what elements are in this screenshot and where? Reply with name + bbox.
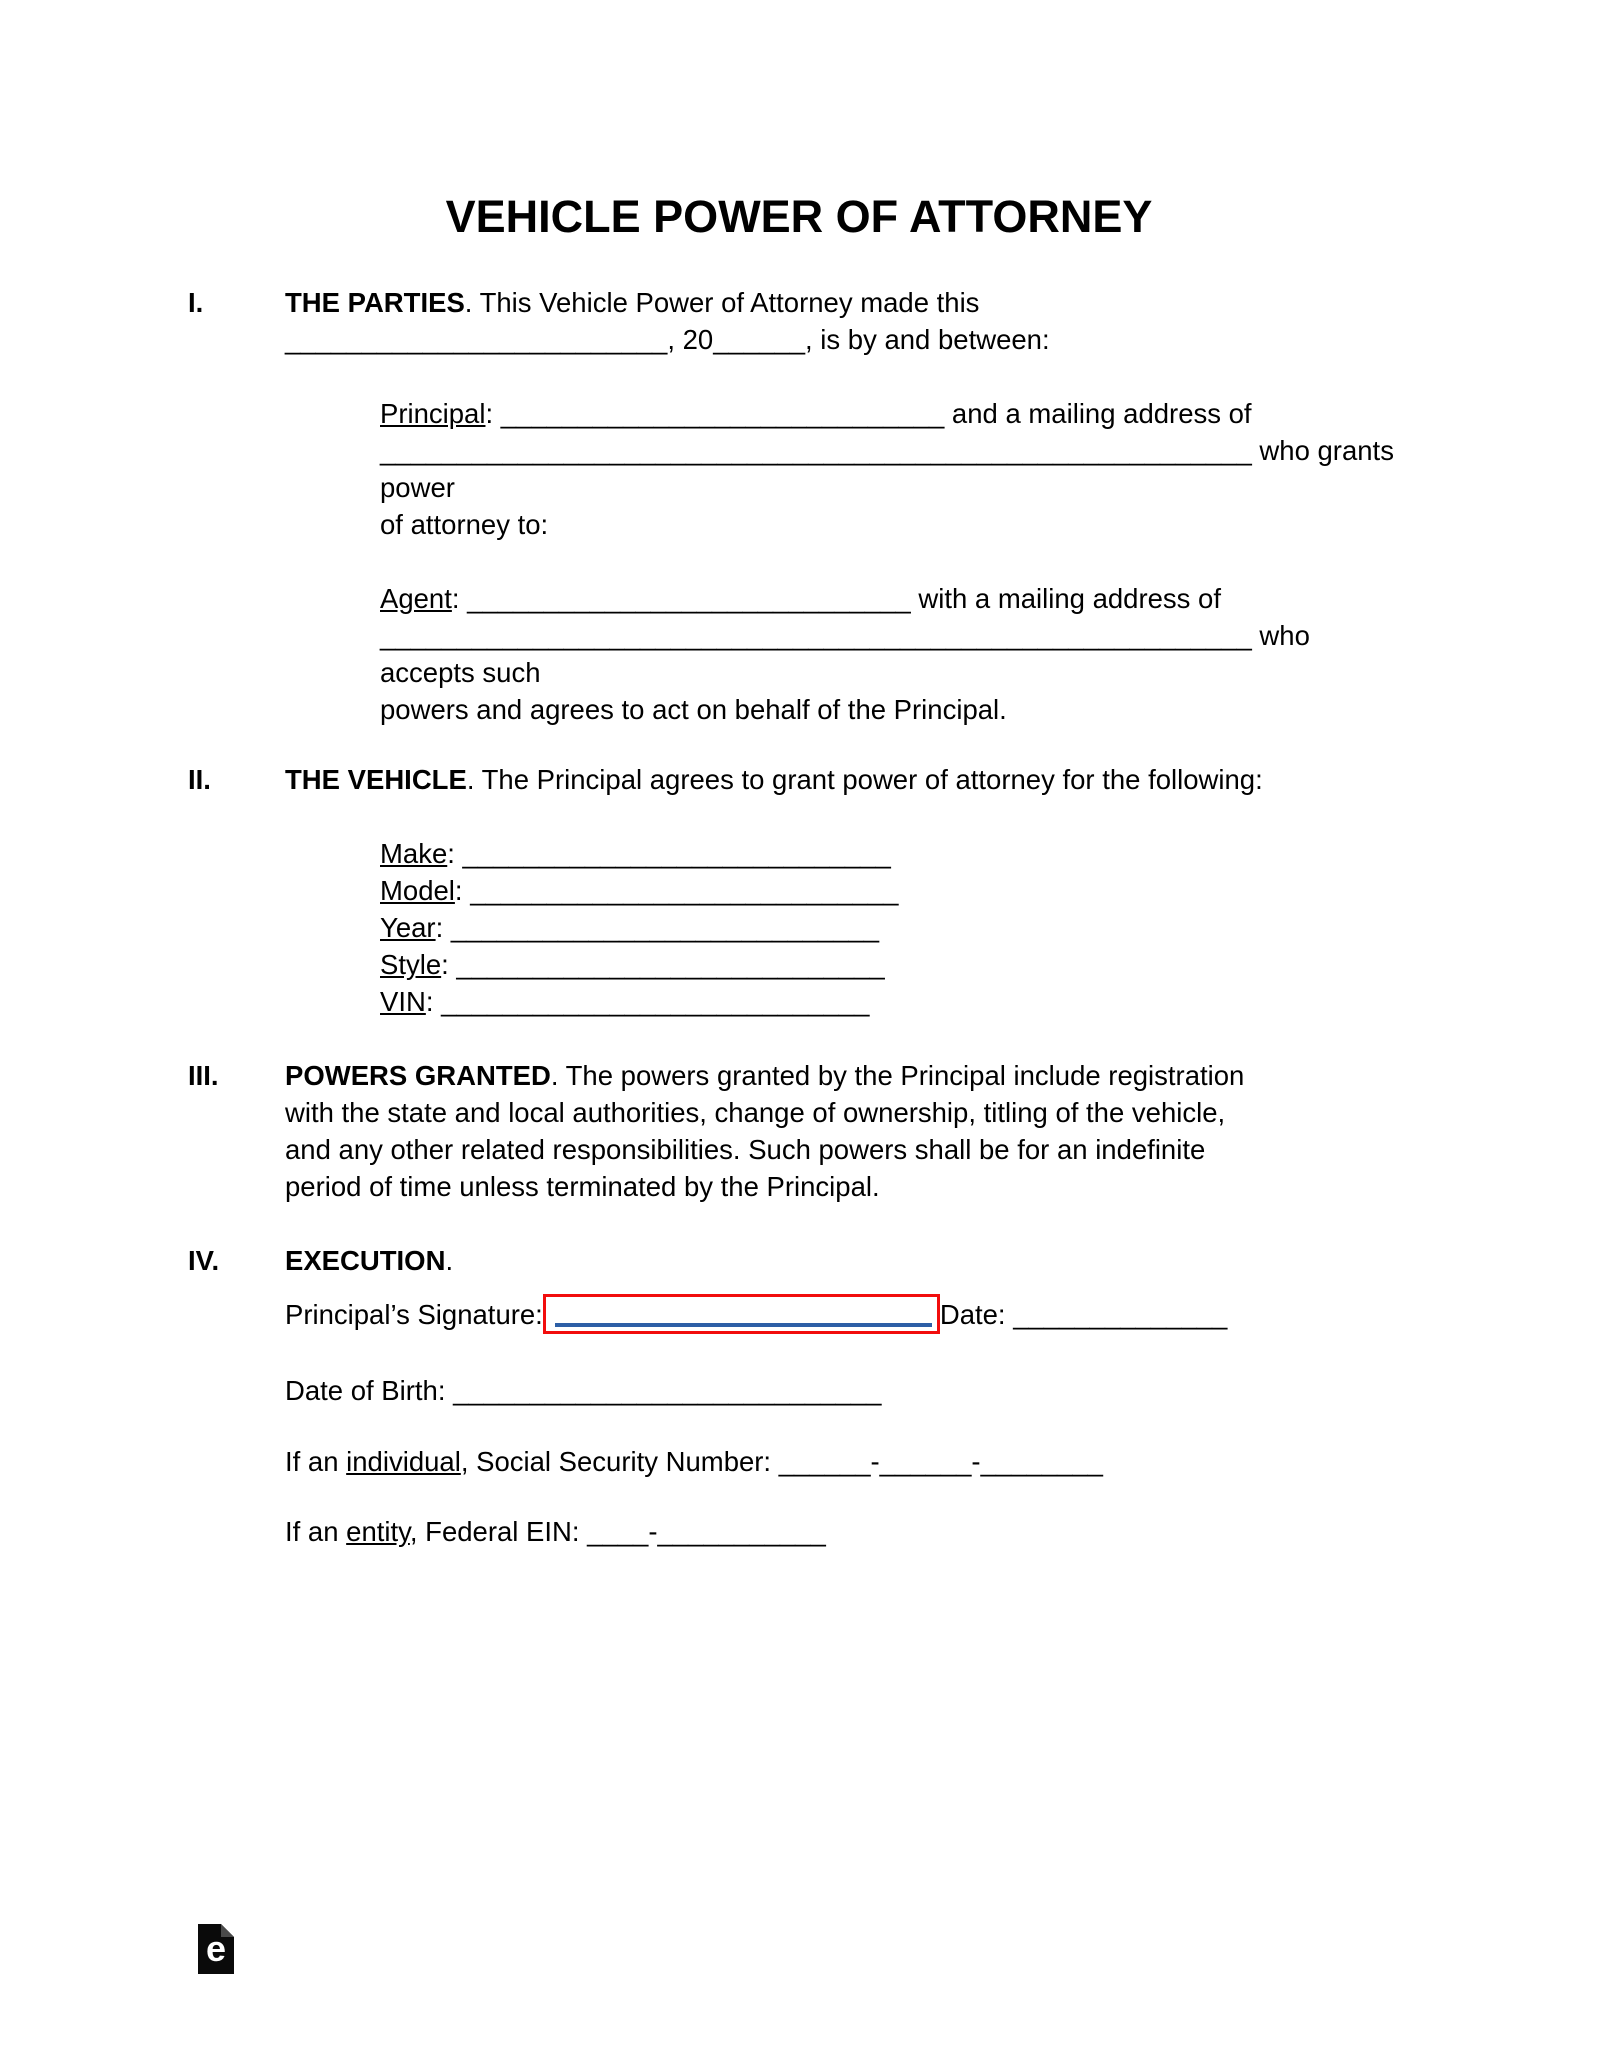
style-blank: ____________________________ (456, 949, 885, 980)
ssn-blank-1: ______ (778, 1446, 871, 1477)
parties-heading: THE PARTIES (285, 287, 465, 318)
section-numeral-2: II. (188, 764, 211, 795)
signature-underline (555, 1323, 932, 1327)
year-blank: ______ (713, 324, 805, 355)
vehicle-field-vin (380, 983, 1410, 1020)
ein-prefix: If an (285, 1516, 347, 1547)
parties-line1-text: This Vehicle Power of Attorney made this (479, 287, 980, 318)
agent-after-name: with a mailing address of (910, 583, 1221, 614)
principal-signature-field[interactable] (543, 1294, 940, 1334)
year-field-blank: ____________________________ (450, 912, 880, 943)
ein-row (285, 1513, 1410, 1550)
parties-heading-sep: . (464, 287, 480, 318)
section-the-parties (188, 284, 1410, 728)
principal-signature-label: Principal’s Signature: (285, 1298, 543, 1330)
vehicle-heading-line (285, 761, 1410, 798)
execution-heading: EXECUTION (285, 1245, 446, 1276)
agent-line3: powers and agrees to act on behalf of the Principal. (380, 694, 1007, 725)
principal-signature-row (285, 1294, 1410, 1334)
powers-line-2: with the state and local authorities, change of ownership, titling of the vehicle, (285, 1097, 1226, 1128)
principal-paragraph (380, 395, 1410, 543)
style-colon: : (441, 949, 457, 980)
document-title: VEHICLE POWER OF ATTORNEY (445, 191, 1153, 242)
individual-underlined: individual (346, 1446, 461, 1477)
ssn-blank-3: ________ (980, 1446, 1103, 1477)
vin-blank: ____________________________ (441, 986, 870, 1017)
parties-heading-line (285, 284, 1410, 321)
document-body (188, 0, 1410, 1550)
section-numeral-1: I. (188, 287, 204, 318)
section-numeral-4: IV. (188, 1245, 220, 1276)
section-numeral-3: III. (188, 1060, 219, 1091)
agent-after-address: who accepts such (380, 620, 1318, 688)
principal-line3: of attorney to: (380, 509, 549, 540)
ssn-label: , Social Security Number: (460, 1446, 779, 1477)
ein-blank-2: ___________ (657, 1516, 826, 1547)
entity-underlined: entity (346, 1516, 410, 1547)
principal-address-blank: _________________________________________________________ (380, 435, 1252, 466)
ssn-row (285, 1443, 1410, 1480)
execution-heading-line (285, 1242, 1410, 1279)
principal-after-name: and a mailing address of (944, 398, 1252, 429)
date-line-20: , 20 (667, 324, 714, 355)
make-colon: : (447, 838, 463, 869)
principal-label: Principal (380, 398, 486, 429)
date-of-birth-row (285, 1372, 1410, 1409)
date-line-tail: , is by and between: (805, 324, 1050, 355)
section-powers-granted (188, 1057, 1410, 1205)
date-of-birth-blank: ____________________________ (453, 1375, 882, 1406)
powers-line-3: and any other related responsibilities. Such powers shall be for an indefinite (285, 1134, 1206, 1165)
principal-after-address: who grants power (380, 435, 1402, 503)
model-colon: : (454, 875, 471, 906)
year-colon: : (435, 912, 451, 943)
make-blank: ____________________________ (462, 838, 891, 869)
eforms-logo-letter: e (205, 1928, 227, 1969)
ssn-blank-2: ______ (879, 1446, 972, 1477)
signature-date-label: Date: (939, 1298, 1014, 1330)
powers-line1-rest: . The powers granted by the Principal include registration (550, 1060, 1245, 1091)
principal-name-blank: _____________________________ (500, 398, 945, 429)
powers-line-1 (285, 1057, 1410, 1094)
principal-colon: : (485, 398, 501, 429)
parties-date-line (285, 321, 1410, 358)
vehicle-heading: THE VEHICLE (285, 764, 467, 795)
agent-label: Agent (380, 583, 452, 614)
execution-heading-period: . (445, 1245, 454, 1276)
vehicle-heading-rest: . The Principal agrees to grant power of attorney for the following: (466, 764, 1263, 795)
powers-heading: POWERS GRANTED (285, 1060, 551, 1091)
vehicle-field-model (380, 872, 1410, 909)
vehicle-field-style (380, 946, 1410, 983)
execution-date-blank: _________________________ (285, 324, 668, 355)
section-the-vehicle (188, 761, 1410, 1020)
vehicle-fields (380, 835, 1410, 1020)
model-blank: ____________________________ (470, 875, 899, 906)
style-label: Style (380, 949, 442, 980)
agent-colon: : (451, 583, 468, 614)
section-execution (188, 1242, 1410, 1550)
ssn-dash-2: - (971, 1446, 981, 1477)
ein-dash: - (648, 1516, 658, 1547)
vehicle-field-year (380, 909, 1410, 946)
agent-name-blank: _____________________________ (467, 583, 911, 614)
vin-colon: : (425, 986, 442, 1017)
model-label: Model (380, 875, 455, 906)
powers-line-4: period of time unless terminated by the Principal. (285, 1171, 880, 1202)
ssn-prefix: If an (285, 1446, 347, 1477)
make-label: Make (380, 838, 448, 869)
agent-address-blank: _________________________________________________________ (380, 620, 1252, 651)
agent-paragraph (380, 580, 1410, 728)
ein-label: , Federal EIN: (409, 1516, 588, 1547)
vin-label: VIN (380, 986, 426, 1017)
ein-blank-1: ____ (587, 1516, 649, 1547)
year-label: Year (380, 912, 436, 943)
ssn-dash-1: - (870, 1446, 880, 1477)
date-of-birth-label: Date of Birth: (285, 1375, 454, 1406)
eforms-logo-icon (198, 1924, 234, 1974)
vehicle-field-make (380, 835, 1410, 872)
signature-date-blank: ______________ (1013, 1298, 1228, 1330)
